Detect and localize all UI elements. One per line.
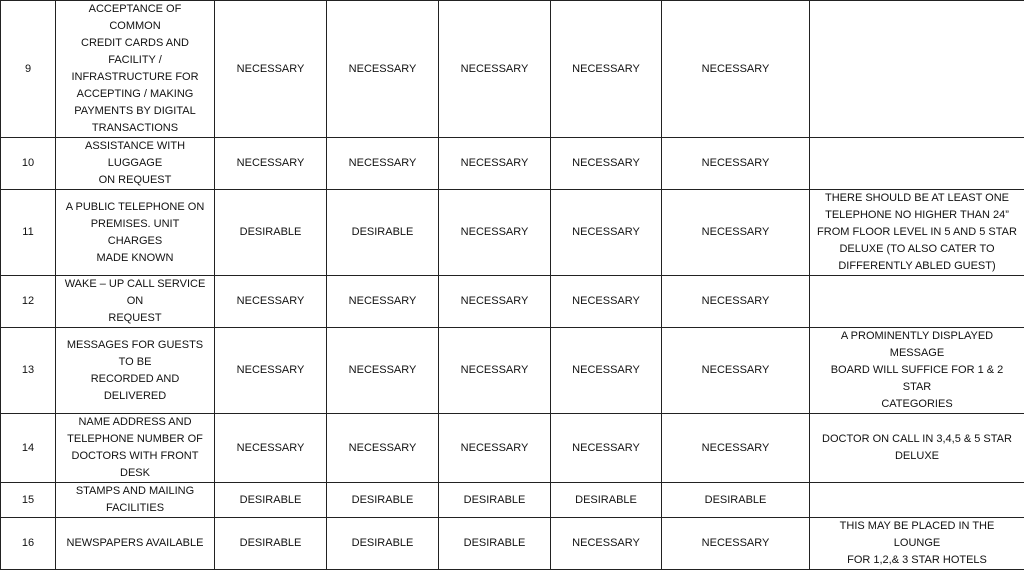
requirement-col-4: NECESSARY bbox=[551, 276, 662, 328]
requirement-col-3: NECESSARY bbox=[439, 276, 551, 328]
row-number: 16 bbox=[1, 518, 56, 570]
requirement-col-2: NECESSARY bbox=[327, 414, 439, 483]
requirement-col-2: DESIRABLE bbox=[327, 190, 439, 276]
facility-description-line: PAYMENTS BY DIGITAL bbox=[64, 103, 206, 120]
facility-description-line: REQUEST bbox=[64, 310, 206, 327]
facility-description-line: WAKE – UP CALL SERVICE ON bbox=[64, 276, 206, 310]
requirement-col-1: NECESSARY bbox=[215, 328, 327, 414]
requirement-col-1: NECESSARY bbox=[215, 1, 327, 138]
requirement-col-1: NECESSARY bbox=[215, 414, 327, 483]
remarks-line: BOARD WILL SUFFICE FOR 1 & 2 STAR bbox=[816, 362, 1018, 396]
row-number: 13 bbox=[1, 328, 56, 414]
remarks-line: THIS MAY BE PLACED IN THE LOUNGE bbox=[816, 518, 1018, 552]
requirement-col-5: NECESSARY bbox=[662, 414, 810, 483]
remarks-line: TELEPHONE NO HIGHER THAN 24” bbox=[816, 207, 1018, 224]
requirement-col-4: NECESSARY bbox=[551, 328, 662, 414]
remarks bbox=[810, 328, 1024, 414]
requirement-col-4: NECESSARY bbox=[551, 190, 662, 276]
requirement-col-5: NECESSARY bbox=[662, 276, 810, 328]
facility-description-line: MESSAGES FOR GUESTS TO BE bbox=[64, 337, 206, 371]
remarks bbox=[810, 414, 1024, 483]
facility-description bbox=[56, 483, 215, 518]
remarks-line: A PROMINENTLY DISPLAYED MESSAGE bbox=[816, 328, 1018, 362]
facility-description-line: TELEPHONE NUMBER OF bbox=[64, 431, 206, 448]
remarks-line: DELUXE bbox=[816, 448, 1018, 465]
facility-description bbox=[56, 276, 215, 328]
remarks-line: FOR 1,2,& 3 STAR HOTELS bbox=[816, 552, 1018, 569]
remarks-line: DOCTOR ON CALL IN 3,4,5 & 5 STAR bbox=[816, 431, 1018, 448]
requirement-col-1: NECESSARY bbox=[215, 276, 327, 328]
row-number: 11 bbox=[1, 190, 56, 276]
table-row bbox=[1, 138, 1024, 190]
requirement-col-1: NECESSARY bbox=[215, 138, 327, 190]
table-row bbox=[1, 190, 1024, 276]
table-row bbox=[1, 483, 1024, 518]
requirement-col-5: NECESSARY bbox=[662, 138, 810, 190]
facility-description bbox=[56, 190, 215, 276]
facility-description-line: RECORDED AND DELIVERED bbox=[64, 371, 206, 405]
facility-description bbox=[56, 138, 215, 190]
table-row bbox=[1, 328, 1024, 414]
remarks-line: THERE SHOULD BE AT LEAST ONE bbox=[816, 190, 1018, 207]
row-number: 9 bbox=[1, 1, 56, 138]
requirement-col-4: DESIRABLE bbox=[551, 483, 662, 518]
table-row bbox=[1, 518, 1024, 570]
requirement-col-3: NECESSARY bbox=[439, 138, 551, 190]
facility-description-line: STAMPS AND MAILING bbox=[64, 483, 206, 500]
requirement-col-2: NECESSARY bbox=[327, 276, 439, 328]
facility-description-line: ON REQUEST bbox=[64, 172, 206, 189]
table-row bbox=[1, 1, 1024, 138]
requirement-col-1: DESIRABLE bbox=[215, 483, 327, 518]
requirement-col-3: NECESSARY bbox=[439, 1, 551, 138]
requirement-col-5: NECESSARY bbox=[662, 190, 810, 276]
remarks-line: FROM FLOOR LEVEL IN 5 AND 5 STAR bbox=[816, 224, 1018, 241]
facility-description-line: FACILITIES bbox=[64, 500, 206, 517]
row-number: 10 bbox=[1, 138, 56, 190]
requirement-col-3: NECESSARY bbox=[439, 328, 551, 414]
remarks bbox=[810, 483, 1024, 518]
requirement-col-3: NECESSARY bbox=[439, 190, 551, 276]
requirement-col-4: NECESSARY bbox=[551, 138, 662, 190]
requirement-col-3: DESIRABLE bbox=[439, 518, 551, 570]
table-row bbox=[1, 276, 1024, 328]
requirement-col-1: DESIRABLE bbox=[215, 518, 327, 570]
facility-description-line: NEWSPAPERS AVAILABLE bbox=[64, 535, 206, 552]
requirement-col-3: DESIRABLE bbox=[439, 483, 551, 518]
facility-description-line: ASSISTANCE WITH LUGGAGE bbox=[64, 138, 206, 172]
row-number: 15 bbox=[1, 483, 56, 518]
requirement-col-3: NECESSARY bbox=[439, 414, 551, 483]
facility-description-line: MADE KNOWN bbox=[64, 250, 206, 267]
remarks bbox=[810, 518, 1024, 570]
requirement-col-2: DESIRABLE bbox=[327, 518, 439, 570]
requirement-col-5: DESIRABLE bbox=[662, 483, 810, 518]
facility-description-line: NAME ADDRESS AND bbox=[64, 414, 206, 431]
requirement-col-4: NECESSARY bbox=[551, 518, 662, 570]
table-body bbox=[1, 1, 1024, 570]
remarks-line: DIFFERENTLY ABLED GUEST) bbox=[816, 258, 1018, 275]
remarks-line: CATEGORIES bbox=[816, 396, 1018, 413]
remarks bbox=[810, 1, 1024, 138]
table-row bbox=[1, 414, 1024, 483]
requirement-col-2: NECESSARY bbox=[327, 1, 439, 138]
requirement-col-1: DESIRABLE bbox=[215, 190, 327, 276]
facility-description-line: TRANSACTIONS bbox=[64, 120, 206, 137]
facility-description bbox=[56, 1, 215, 138]
facility-description-line: DOCTORS WITH FRONT DESK bbox=[64, 448, 206, 482]
requirement-col-5: NECESSARY bbox=[662, 518, 810, 570]
requirement-col-5: NECESSARY bbox=[662, 328, 810, 414]
requirement-col-5: NECESSARY bbox=[662, 1, 810, 138]
facility-description bbox=[56, 328, 215, 414]
facility-description-line: A PUBLIC TELEPHONE ON bbox=[64, 199, 206, 216]
row-number: 12 bbox=[1, 276, 56, 328]
remarks bbox=[810, 190, 1024, 276]
requirement-col-2: DESIRABLE bbox=[327, 483, 439, 518]
requirement-col-4: NECESSARY bbox=[551, 1, 662, 138]
facility-description-line: CREDIT CARDS AND FACILITY / bbox=[64, 35, 206, 69]
remarks bbox=[810, 138, 1024, 190]
facility-description-line: ACCEPTING / MAKING bbox=[64, 86, 206, 103]
requirement-col-2: NECESSARY bbox=[327, 328, 439, 414]
requirement-col-4: NECESSARY bbox=[551, 414, 662, 483]
facility-description bbox=[56, 414, 215, 483]
row-number: 14 bbox=[1, 414, 56, 483]
remarks-line: DELUXE (TO ALSO CATER TO bbox=[816, 241, 1018, 258]
facility-description-line: PREMISES. UNIT CHARGES bbox=[64, 216, 206, 250]
facility-description-line: ACCEPTANCE OF COMMON bbox=[64, 1, 206, 35]
facility-description bbox=[56, 518, 215, 570]
remarks bbox=[810, 276, 1024, 328]
facility-description-line: INFRASTRUCTURE FOR bbox=[64, 69, 206, 86]
requirement-col-2: NECESSARY bbox=[327, 138, 439, 190]
